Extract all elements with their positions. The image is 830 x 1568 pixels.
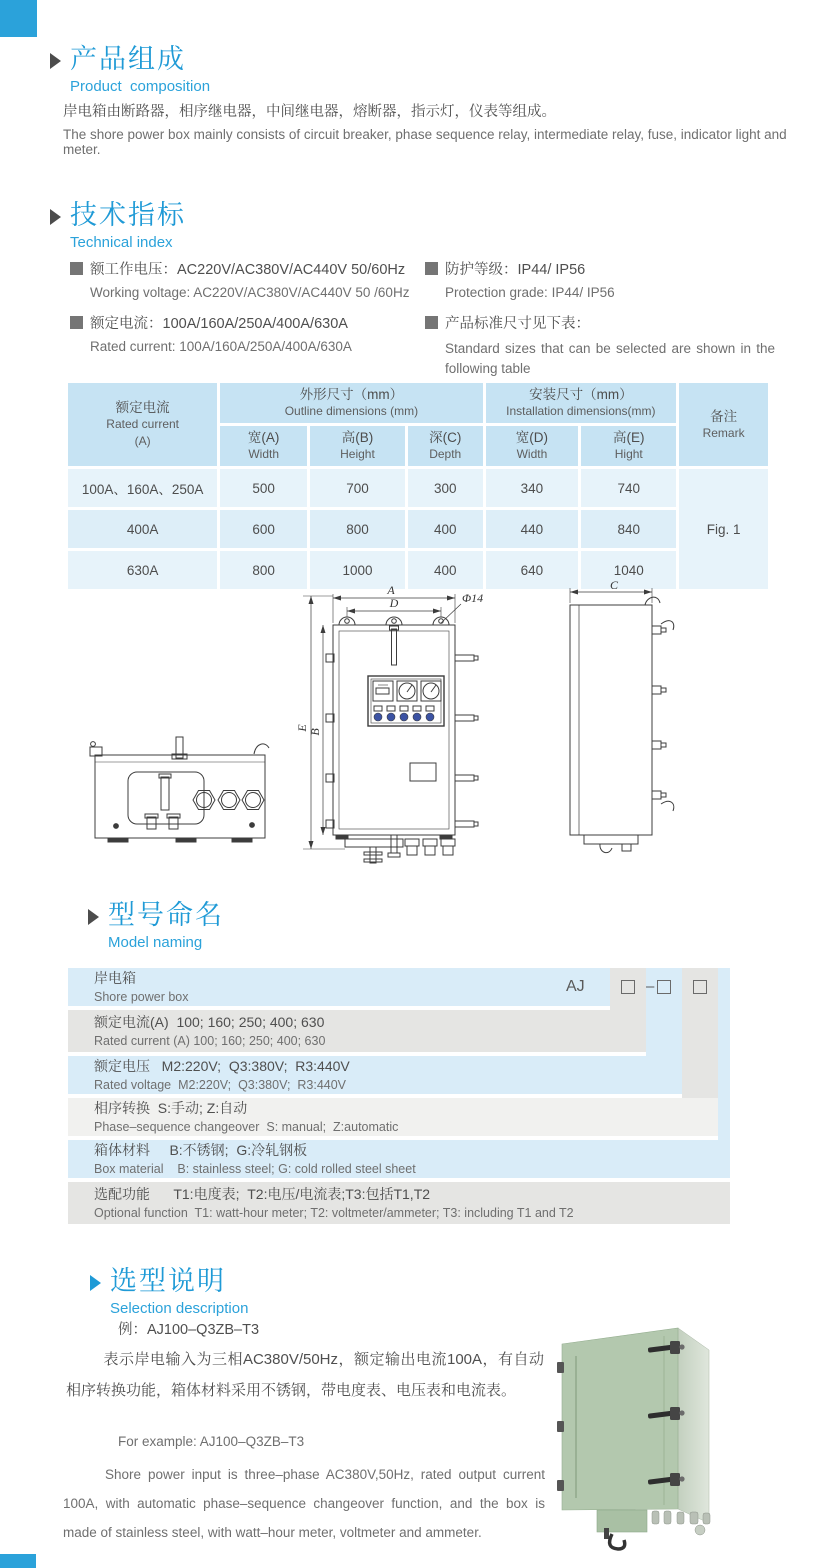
section-technical-heading (50, 200, 186, 251)
col-header-depth-c: 深(C) Depth (408, 426, 483, 466)
spec-standard-sizes: 产品标准尺寸见下表： (425, 312, 590, 333)
cabinet-side-panel (678, 1328, 709, 1523)
cable-gland (695, 1525, 705, 1535)
technical-drawing (0, 580, 830, 880)
section-arrow-icon (50, 53, 61, 69)
product-photo (540, 1292, 830, 1568)
hinge-icon (557, 1480, 564, 1491)
col-header-height-b: 高(B) Height (310, 426, 405, 466)
spec-protection-grade: 防护等级：IP44/ IP56 (425, 258, 585, 279)
section-arrow-icon (88, 909, 99, 925)
col-group-outline: 外形尺寸（mm） Outline dimensions (mm) (220, 383, 482, 423)
col-header-width-d: 宽(D) Width (486, 426, 579, 466)
col-header-rated-current: 额定电流 Rated current (A) (68, 383, 217, 466)
naming-row-phase-sequence: 相序转换 S:手动; Z:自动 Phase–sequence changeover S: manual; Z:automatic (68, 1098, 718, 1136)
spec-rated-current-en: Rated current: 100A/160A/250A/400A/630A (90, 339, 352, 354)
size-table (65, 380, 771, 592)
dim-label-e: E (295, 724, 309, 732)
spec-working-voltage: 额工作电压：AC220V/AC380V/AC440V 50/60Hz (70, 258, 405, 279)
code-box-3 (693, 980, 707, 994)
square-bullet-icon (70, 316, 83, 329)
selection-example-zh: 例：AJ100–Q3ZB–T3 (118, 1322, 260, 1338)
selection-paragraph-zh: 表示岸电输入为三相AC380V/50Hz，额定输出电流100A，有自动相序转换功能，箱体材料采用不锈钢，带电度表、电压表和电流表。 (66, 1351, 544, 1399)
composition-body-en: The shore power box mainly consists of circuit breaker, phase sequence relay, intermediate relay, fuse, indicator light and meter. (63, 127, 787, 157)
naming-row-product: 岸电箱 Shore power box AJ (68, 968, 610, 1006)
cable-gland (703, 1513, 710, 1524)
dim-label-a: A (387, 583, 395, 597)
code-box-1 (621, 980, 635, 994)
section-composition-heading (50, 44, 210, 95)
gland-bolt (604, 1528, 609, 1539)
section-title: 型号命名 (108, 900, 224, 930)
cable-gland (677, 1512, 684, 1524)
spec-rated-current: 额定电流：100A/160A/250A/400A/630A (70, 312, 348, 333)
front-view-drawing (303, 594, 478, 863)
section-title: 技术指标 (70, 200, 186, 230)
section-title: 产品组成 (70, 44, 186, 74)
naming-row-optional-function: 选配功能 T1:电度表; T2:电压/电流表;T3:包括T1,T2 Optional function T1: watt-hour meter; T2: voltmeter/ammeter; T3: including T1 and T2 (68, 1182, 730, 1224)
section-title: 选型说明 (110, 1266, 226, 1296)
col-header-remark: 备注 Remark (679, 383, 768, 466)
col-group-installation: 安装尺寸（mm） Installation dimensions(mm) (486, 383, 677, 423)
section-selection-heading (90, 1266, 248, 1317)
dim-label-b: B (308, 728, 322, 736)
hook-icon (610, 1534, 625, 1549)
cable-gland (690, 1512, 698, 1524)
cable-gland (664, 1511, 671, 1524)
bottom-view-drawing (90, 737, 269, 842)
square-bullet-icon (425, 316, 438, 329)
selection-example-en: For example: AJ100–Q3ZB–T3 (118, 1434, 305, 1449)
section-subtitle: Model naming (108, 934, 203, 951)
naming-row-rated-current: 额定电流(A) 100; 160; 250; 400; 630 Rated current (A) 100; 160; 250; 400; 630 (68, 1010, 646, 1052)
footer-accent (0, 1554, 36, 1568)
hinge-icon (557, 1421, 564, 1432)
naming-row-box-material: 箱体材料 B:不锈钢; G:冷轧钢板 Box material B: stainless steel; G: cold rolled steel sheet (68, 1140, 730, 1178)
code-dash: – (646, 978, 655, 995)
hinge-icon (557, 1362, 564, 1373)
dim-label-d: D (389, 596, 399, 610)
naming-row-rated-voltage: 额定电压 M2:220V; Q3:380V; R3:440V Rated voltage M2:220V; Q3:380V; R3:440V (68, 1056, 682, 1094)
spec-standard-sizes-en: Standard sizes that can be selected are shown in the following table (445, 341, 775, 376)
table-row: 400A 600 800 400 440 840 (68, 510, 768, 548)
table-row: 100A、160A、250A 500 700 300 340 740 Fig. 1 (68, 469, 768, 507)
section-subtitle: Product composition (70, 78, 211, 95)
section-model-naming-heading (88, 900, 224, 951)
model-naming-table (68, 968, 730, 1226)
spec-protection-grade-en: Protection grade: IP44/ IP56 (445, 285, 615, 300)
composition-body-zh: 岸电箱由断路器，相序继电器，中间继电器，熔断器，指示灯，仪表等组成。 (63, 104, 556, 120)
table-row: 630A 800 1000 400 640 1040 (68, 551, 768, 589)
section-arrow-icon (90, 1275, 101, 1291)
cable-gland (652, 1511, 659, 1524)
square-bullet-icon (70, 262, 83, 275)
model-prefix: AJ (566, 978, 585, 995)
section-subtitle: Selection description (110, 1300, 249, 1317)
section-subtitle: Technical index (70, 234, 173, 251)
dim-label-c: C (609, 580, 619, 592)
square-bullet-icon (425, 262, 438, 275)
selection-paragraph-en: Shore power input is three–phase AC380V,50Hz, rated output current 100A, with automatic phase–sequence changeover function, and the box is made of stainless steel, with watt–hour meter, voltmeter and ammeter. (63, 1467, 545, 1540)
top-corner-accent (0, 0, 37, 37)
remark-cell: Fig. 1 (679, 469, 768, 589)
spec-working-voltage-en: Working voltage: AC220V/AC380V/AC440V 50 /60Hz (90, 285, 410, 300)
col-header-height-e: 高(E) Hight (581, 426, 676, 466)
col-header-width-a: 宽(A) Width (220, 426, 307, 466)
code-box-2 (657, 980, 671, 994)
dim-label-phi14: Φ14 (462, 591, 484, 605)
side-view-drawing (570, 588, 674, 853)
section-arrow-icon (50, 209, 61, 225)
